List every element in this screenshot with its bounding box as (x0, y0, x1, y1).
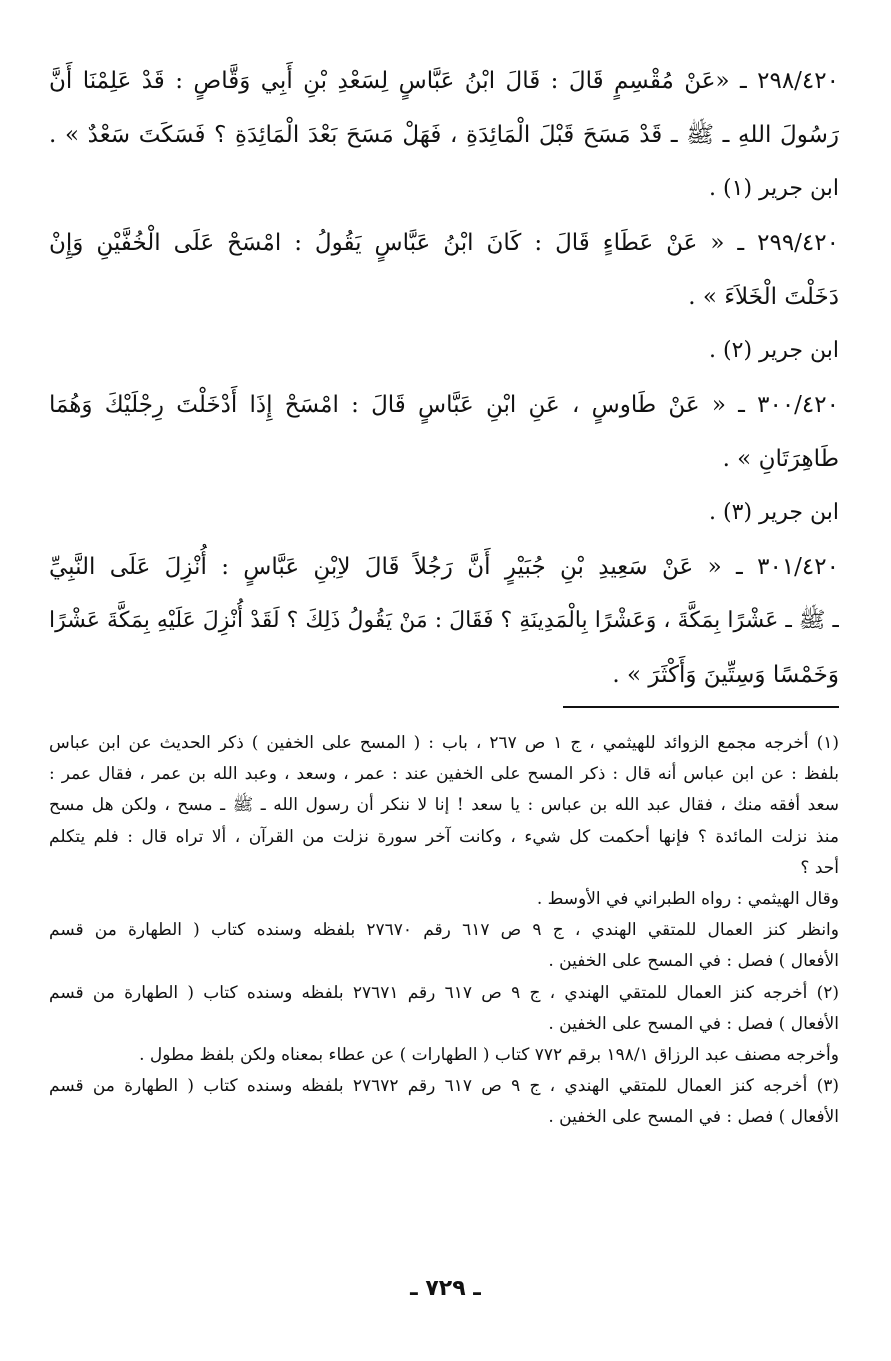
hadith-299-line-1: ٢٩٩/٤٢٠ ـ « عَنْ عَطَاءٍ قَالَ : كَانَ ابْنُ عَبَّاسٍ يَقُولُ : امْسَحْ عَلَى الْخُفَّيْنِ وَإِنْ (49, 230, 839, 256)
footnote-1-line-1: (١) أخرجه مجمع الزوائد للهيثمي ، ج ١ ص ٢٦٧ ، باب : ( المسح على الخفين ) ذكر الحديث عن ابن عباس (49, 733, 839, 753)
footnote-1-line-7: وانظر كنز العمال للمتقي الهندي ، ج ٩ ص ٦١٧ رقم ٢٧٦٧٠ بلفظه وسنده كتاب ( الطهارة من قسم (49, 920, 839, 941)
footnote-2-line-2: الأفعال ) فصل : في المسح على الخفين . (548, 1013, 839, 1034)
hadith-text-block (49, 54, 839, 702)
hadith-298-line-2: رَسُولَ اللهِ ـ ﷺ ـ قَدْ مَسَحَ قَبْلَ الْمَائِدَةِ ، فَهَلْ مَسَحَ بَعْدَ الْمَائِدَةِ ؟ فَسَكَتَ سَعْدٌ » . (49, 122, 839, 148)
footnote-3-line-1: (٣) أخرجه كنز العمال للمتقي الهندي ، ج ٩ ص ٦١٧ رقم ٢٧٦٧٢ بلفظه وسنده كتاب ( الطهارة من قسم (49, 1076, 839, 1097)
hadith-298-line-1: ٢٩٨/٤٢٠ ـ «عَنْ مُقْسِمٍ قَالَ : قَالَ ابْنُ عَبَّاسٍ لِسَعْدِ بْنِ أَبِي وَقَّاصٍ : قَدْ عَلِمْنَا أَنَّ (49, 68, 839, 94)
hadith-299-line-2: دَخَلْتَ الْخَلاَءَ » . (688, 284, 839, 310)
hadith-299-source: ابن جرير (٢) . (709, 338, 839, 363)
hadith-300-line-1: ٣٠٠/٤٢٠ ـ « عَنْ طَاوسٍ ، عَنِ ابْنِ عَبَّاسٍ قَالَ : امْسَحْ إِذَا أَدْخَلْتَ رِجْلَيْكَ وَهُمَا (49, 392, 839, 418)
page-number: ـ ٧٢٩ ـ (410, 1276, 481, 1301)
footnote-3-line-2: الأفعال ) فصل : في المسح على الخفين . (548, 1107, 839, 1128)
footnote-2-line-1: (٢) أخرجه كنز العمال للمتقي الهندي ، ج ٩ ص ٦١٧ رقم ٢٧٦٧١ بلفظه وسنده كتاب ( الطهارة من قسم (49, 982, 839, 1003)
hadith-300-line-2: طَاهِرَتَانِ » . (722, 446, 839, 472)
hadith-300-source: ابن جرير (٣) . (709, 500, 839, 525)
footnotes-block (49, 728, 839, 1133)
hadith-301-line-2: ـ ﷺ ـ عَشْرًا بِمَكَّةَ ، وَعَشْرًا بِالْمَدِينَةِ ؟ فَقَالَ : مَنْ يَقُولُ ذَلِكَ ؟ لَقَدْ أُنْزِلَ عَلَيْهِ بِمَكَّةَ عَشْرًا (49, 608, 839, 633)
footnote-1-line-8: الأفعال ) فصل : في المسح على الخفين . (548, 951, 839, 972)
hadith-301-line-1: ٣٠١/٤٢٠ ـ « عَنْ سَعِيدِ بْنِ جُبَيْرٍ أَنَّ رَجُلاً قَالَ لاِبْنِ عَبَّاسٍ : أُنْزِلَ عَلَى النَّبِيِّ (49, 554, 839, 580)
footnote-separator (563, 706, 839, 708)
footnote-1-line-5: أحد ؟ (800, 857, 839, 878)
footnote-2-line-3: وأخرجه مصنف عبد الرزاق ١٩٨/١ برقم ٧٧٢ كتاب ( الطهارات ) عن عطاء بمعناه ولكن بلفظ مطول . (139, 1044, 839, 1065)
hadith-301-line-3: وَخَمْسًا وَسِتِّينَ وَأَكْثَرَ » . (612, 662, 839, 688)
footnote-1-line-4: منذ نزلت المائدة ؟ فإنها أحكمت كل شيء ، وكانت آخر سورة نزلت من القرآن ، ألا تراه قال : فلم يتكلم (49, 826, 839, 847)
footnote-1-line-3: سعد أفقه منك ، فقال عبد الله بن عباس : يا سعد ! إنا لا ننكر أن رسول الله ـ ﷺ ـ مسح ، ولكن هل مسح (49, 795, 839, 816)
hadith-298-source: ابن جرير (١) . (709, 176, 839, 201)
footnote-1-line-2: بلفظ : عن ابن عباس أنه قال : ذكر المسح على الخفين عند : عمر ، وسعد ، وعبد الله بن عمر ، فقال عمر : (49, 764, 839, 785)
footnote-1-line-6: وقال الهيثمي : رواه الطبراني في الأوسط . (536, 888, 839, 909)
